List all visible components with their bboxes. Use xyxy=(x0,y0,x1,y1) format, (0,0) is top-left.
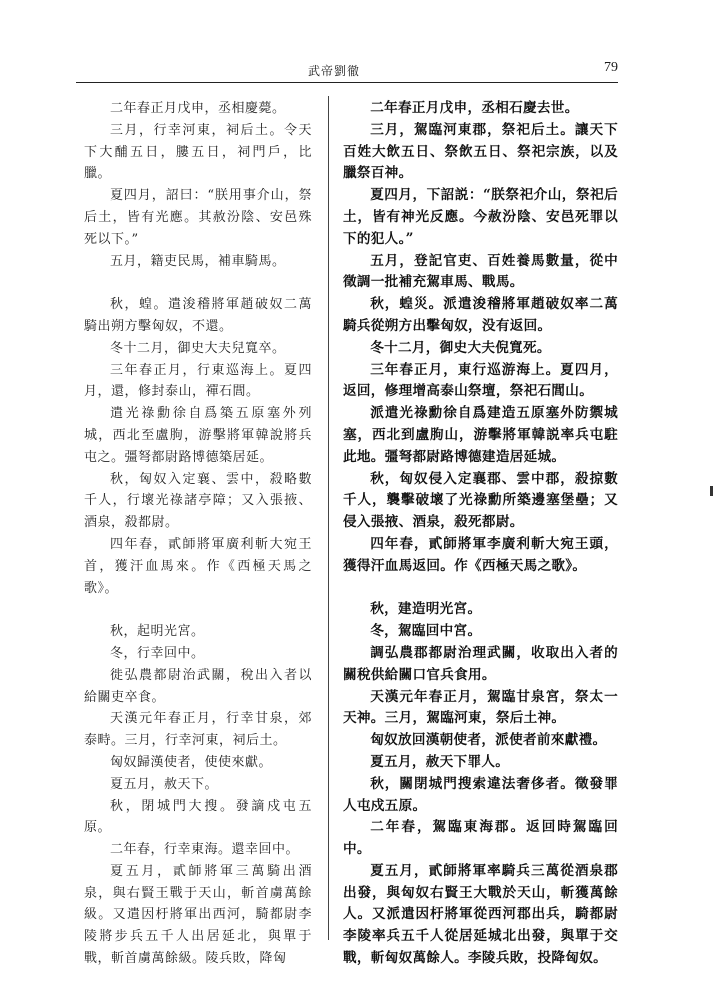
translation-paragraph: 冬，駕臨回中宮。 xyxy=(370,623,482,640)
translation-paragraph: 夏五月，貳師將軍率騎兵三萬從酒泉郡出發，與匈奴右賢王大戰於天山，斬獲萬餘人。又派遣因杅將軍從西河郡出兵，騎都尉李陵率兵五千人從居延城北出發，與單于交戰，斬匈奴萬餘人。李陵兵敗，投降匈奴。 xyxy=(343,862,618,967)
paragraph-gap xyxy=(84,272,312,294)
header-rule xyxy=(76,82,618,83)
page-number: 79 xyxy=(604,60,618,75)
translation-paragraph: 二年春正月戊申，丞相石慶去世。 xyxy=(370,100,579,116)
translation-paragraph: 三年春正月，東行巡游海上。夏四月，返回，修理增高泰山祭壇，祭祀石閭山。 xyxy=(343,361,618,400)
paragraph-gap xyxy=(343,578,618,600)
classical-paragraph: 四年春，貳師將軍廣利斬大宛王首，獲汗血馬來。作《西極天馬之歌》。 xyxy=(84,536,312,596)
classical-paragraph: 秋，匈奴入定襄、雲中，殺略數千人，行壞光祿諸亭障；又入張掖、酒泉，殺都尉。 xyxy=(84,471,312,531)
classical-paragraph: 秋，蝗。遣浚稽將軍趙破奴二萬騎出朔方擊匈奴，不還。 xyxy=(84,297,312,334)
classical-paragraph: 匈奴歸漢使者，使使來獻。 xyxy=(110,754,273,770)
translation-paragraph: 冬十二月，御史大夫倪寬死。 xyxy=(370,339,551,356)
classical-paragraph: 二年春正月戊申，丞相慶薨。 xyxy=(110,101,286,116)
classical-paragraph: 三年春正月，行東巡海上。夏四月，還，修封泰山，禪石閭。 xyxy=(84,362,312,400)
translation-paragraph: 四年春，貳師將軍李廣利斬大宛王頭，獲得汗血馬返回。作《西極天馬之歌》。 xyxy=(343,535,618,574)
translation-paragraph: 秋，匈奴侵入定襄郡、雲中郡，殺掠數千人，襲擊破壞了光祿勳所築邊塞堡壘；又侵入張掖、酒泉，殺死都尉。 xyxy=(343,470,618,531)
translation-paragraph: 匈奴放回漢朝使者，派使者前來獻禮。 xyxy=(370,732,607,749)
translation-paragraph: 五月，登記官吏、百姓養馬數量，從中徵調一批補充駕車馬、戰馬。 xyxy=(343,252,618,291)
classical-paragraph: 秋，起明光宮。 xyxy=(110,624,205,640)
scan-edge-mark xyxy=(710,486,713,496)
translation-paragraph: 秋，蝗災。派遣浚稽將軍趙破奴率二萬騎兵從朔方出擊匈奴，没有返回。 xyxy=(343,296,618,334)
classical-paragraph: 天漢元年春正月，行幸甘泉，郊泰畤。三月，行幸河東，祠后土。 xyxy=(84,711,312,749)
classical-paragraph: 徙弘農都尉治武關，稅出入者以給關吏卒食。 xyxy=(84,667,312,705)
classical-paragraph: 三月，行幸河東，祠后土。令天下大酺五日，膢五日，祠門戶，比臘。 xyxy=(84,122,312,182)
translation-paragraph: 夏四月，下詔説：“朕祭祀介山，祭祀后土，皆有神光反應。今赦汾陰、安邑死罪以下的犯人。” xyxy=(343,187,618,247)
classical-paragraph: 五月，籍吏民馬，補車騎馬。 xyxy=(110,253,286,269)
classical-paragraph: 遣光祿勳徐自爲築五原塞外列城，西北至盧朐，游擊將軍韓說將兵屯之。彊弩都尉路博德築居延。 xyxy=(84,406,312,465)
classical-paragraph: 夏五月，貳師將軍三萬騎出酒泉，與右賢王戰于天山，斬首虜萬餘級。又遣因杅將軍出西河，騎都尉李陵將步兵五千人出居延北，與單于戰，斬首虜萬餘級。陵兵敗，降匈 xyxy=(84,863,312,967)
classical-text-column xyxy=(84,98,312,970)
classical-paragraph: 冬，行幸回中。 xyxy=(110,645,205,661)
classical-paragraph: 二年春，行幸東海。還幸回中。 xyxy=(110,842,300,858)
page-header xyxy=(76,58,618,88)
paragraph-gap xyxy=(84,599,312,621)
translation-paragraph: 調弘農郡都尉治理武關，收取出入者的關稅供給關口官兵食用。 xyxy=(343,644,618,683)
translation-paragraph: 天漢元年春正月，駕臨甘泉宮，祭太一天神。三月，駕臨河東，祭后土神。 xyxy=(343,688,618,727)
translation-paragraph: 二年春，駕臨東海郡。返回時駕臨回中。 xyxy=(343,819,618,858)
translation-paragraph: 夏五月，赦天下罪人。 xyxy=(370,753,510,770)
translation-paragraph: 秋，關閉城門搜索違法奢侈者。徵發罪人屯戍五原。 xyxy=(343,775,618,814)
translation-paragraph: 秋，建造明光宮。 xyxy=(370,601,482,618)
column-divider xyxy=(328,96,329,940)
classical-paragraph: 夏五月，赦天下。 xyxy=(110,776,219,792)
classical-paragraph: 冬十二月，御史大夫兒寬卒。 xyxy=(110,340,286,356)
translation-text-column xyxy=(343,98,618,970)
translation-paragraph: 派遣光祿勳徐自爲建造五原塞外防禦城塞，西北到盧朐山，游擊將軍韓説率兵屯駐此地。彊弩都尉路博德建造居延城。 xyxy=(343,405,618,465)
classical-paragraph: 秋，閉城門大搜。發謫戍屯五原。 xyxy=(84,798,312,836)
translation-paragraph: 三月，駕臨河東郡，祭祀后土。讓天下百姓大飲五日、祭飲五日、祭祀宗族，以及臘祭百神。 xyxy=(343,121,618,182)
running-title: 武帝劉徹 xyxy=(308,64,361,78)
classical-paragraph: 夏四月，詔曰：“朕用事介山，祭后土，皆有光應。其赦汾陰、安邑殊死以下。” xyxy=(84,188,312,247)
